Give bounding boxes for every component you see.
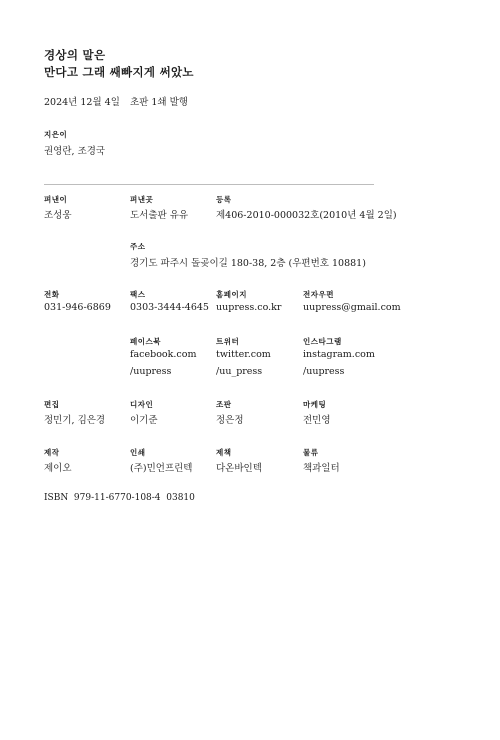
logistics-label: 물류 (303, 448, 319, 457)
designer-value: 이기준 (130, 415, 158, 426)
production-value: 제이오 (44, 463, 72, 474)
facebook-handle: /uupress (130, 366, 172, 377)
registration-label: 등록 (216, 195, 232, 204)
homepage-label: 홈페이지 (216, 290, 247, 299)
email-label: 전자우편 (303, 290, 334, 299)
binding-label: 제책 (216, 448, 232, 457)
editor-value: 정민기, 김은경 (44, 415, 106, 426)
isbn-number: ISBN 979-11-6770-108-4 03810 (44, 493, 195, 503)
book-title-line-2: 만다고 그래 쌔빠지게 써았노 (44, 65, 194, 79)
twitter-label: 트위터 (216, 337, 240, 346)
facebook-value: facebook.com (130, 349, 197, 360)
publisher-value: 조성웅 (44, 210, 72, 221)
instagram-handle: /uupress (303, 366, 345, 377)
production-label: 제작 (44, 448, 60, 457)
designer-label: 디자인 (130, 400, 154, 409)
book-title-line-1: 경상의 말은 (44, 48, 106, 62)
editor-label: 편집 (44, 400, 60, 409)
fax-value: 0303-3444-4645 (130, 302, 209, 313)
printing-value: (주)민언프린텍 (130, 463, 193, 474)
company-label: 펴낸곳 (130, 195, 154, 204)
edition-note: 초판 1쇄 발행 (130, 97, 188, 108)
authors-value: 권영란, 조경국 (44, 146, 106, 157)
homepage-value: uupress.co.kr (216, 302, 282, 313)
publication-date: 2024년 12월 4일 (44, 97, 120, 108)
typesetting-value: 정은정 (216, 415, 244, 426)
fax-label: 팩스 (130, 290, 146, 299)
email-value: uupress@gmail.com (303, 302, 401, 313)
marketing-label: 마케팅 (303, 400, 327, 409)
printing-label: 인쇄 (130, 448, 146, 457)
section-divider (44, 184, 374, 185)
authors-label: 지은이 (44, 130, 68, 139)
instagram-label: 인스타그램 (303, 337, 342, 346)
marketing-value: 전민영 (303, 415, 331, 426)
registration-value: 제406-2010-000032호(2010년 4월 2일) (216, 210, 397, 221)
instagram-value: instagram.com (303, 349, 375, 360)
twitter-value: twitter.com (216, 349, 271, 360)
typesetting-label: 조판 (216, 400, 232, 409)
phone-label: 전화 (44, 290, 60, 299)
logistics-value: 책과일터 (303, 463, 340, 474)
company-value: 도서출판 유유 (130, 210, 189, 221)
publisher-label: 펴낸이 (44, 195, 68, 204)
twitter-handle: /uu_press (216, 366, 263, 377)
phone-value: 031-946-6869 (44, 302, 111, 313)
binding-value: 다온바인텍 (216, 463, 262, 474)
address-label: 주소 (130, 242, 146, 251)
address-value: 경기도 파주시 돌곶이길 180-38, 2층 (우편번호 10881) (130, 258, 366, 269)
facebook-label: 페이스북 (130, 337, 161, 346)
